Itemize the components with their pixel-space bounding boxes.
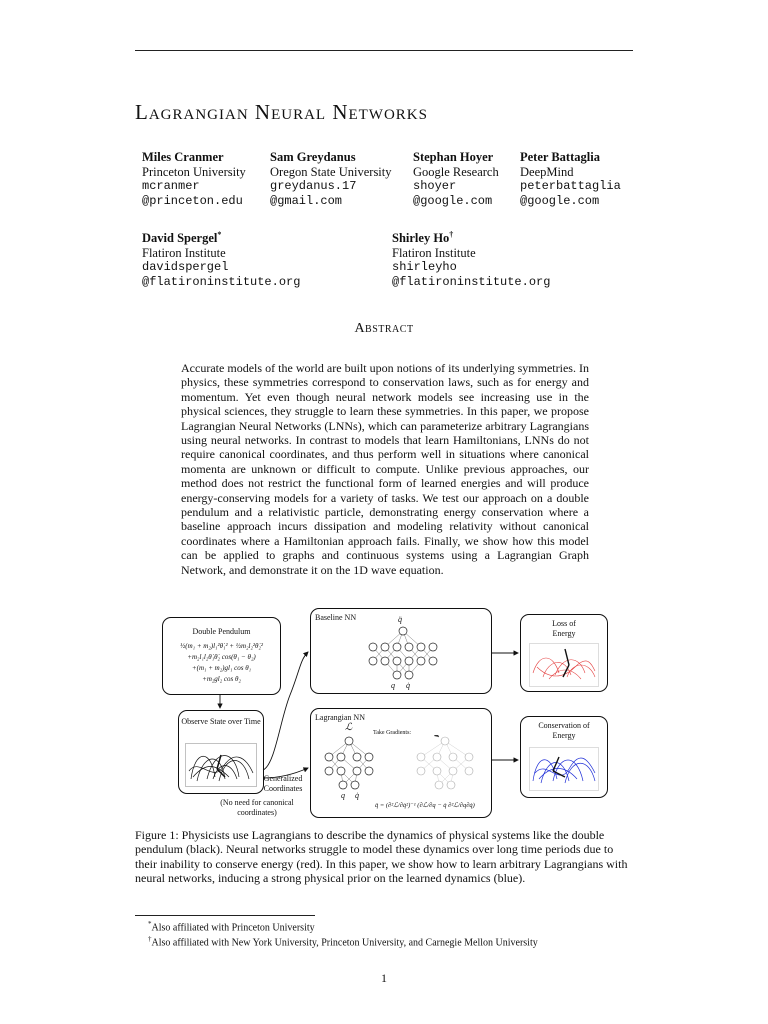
page-number: 1 bbox=[381, 971, 387, 985]
author-affiliation: Flatiron Institute bbox=[142, 245, 226, 260]
lagrangian-input-q: q bbox=[341, 791, 345, 800]
take-gradients-label: Take Gradients: bbox=[373, 730, 412, 736]
figure-caption: Figure 1: Physicists use Lagrangians to describe the dynamics of physical systems like the double pendulum (black). Neural networks struggle to model these dynamics over long time periods due to their inability to conserve energy (red). In this paper, we show how to learn arbitrary Lagrangians with neural networks, inducing a strong physical prior on the learned dynamics (blue). bbox=[135, 828, 628, 886]
author-name: Shirley Ho bbox=[392, 231, 450, 246]
lagrangian-equation-line: +(m₁ + m₂)gl₁ cos θ₁ bbox=[191, 664, 252, 672]
author-block bbox=[520, 150, 621, 208]
abstract-heading: Abstract bbox=[354, 321, 414, 336]
author-affiliation: Oregon State University bbox=[270, 164, 392, 179]
author-name: Peter Battaglia bbox=[520, 150, 600, 164]
author-email-domain[interactable]: @gmail.com bbox=[270, 193, 343, 208]
top-rule bbox=[135, 50, 633, 51]
footnote-rule bbox=[135, 915, 315, 916]
footnote-text: Also affiliated with New York University, Princeton University, and Carnegie Mellon University bbox=[151, 937, 538, 949]
author-affiliation: Google Research bbox=[413, 164, 499, 179]
author-email-domain[interactable]: @google.com bbox=[413, 193, 493, 208]
euler-lagrange-equation: q̈ = (∂²ℒ/∂q̇²)⁻¹ (∂ℒ/∂q − q̇ ∂²ℒ/∂q∂q̇) bbox=[375, 802, 475, 809]
footnote-marker: * bbox=[148, 920, 152, 928]
author-block bbox=[270, 150, 392, 208]
author-name: Sam Greydanus bbox=[270, 150, 356, 164]
author-footnote-marker: † bbox=[449, 230, 454, 239]
no-canonical-note: (No need for canonical coordinates) bbox=[220, 798, 294, 817]
footnote-marker: † bbox=[148, 935, 152, 943]
author-email-user[interactable]: mcranmer bbox=[142, 179, 200, 193]
lagrangian-equation-line: ½(m₁ + m₂)l₁²θ̇₁² + ½m₂l₂²θ̇₂² bbox=[180, 642, 263, 650]
author-email-user[interactable]: davidspergel bbox=[142, 260, 229, 275]
author-block bbox=[392, 228, 550, 289]
footnote bbox=[148, 933, 538, 949]
author-name: Miles Cranmer bbox=[142, 150, 224, 164]
lagrangian-equation-line: +m₂gl₂ cos θ₂ bbox=[202, 675, 241, 683]
author-email-user[interactable]: peterbattaglia bbox=[520, 179, 621, 193]
figure-1 bbox=[150, 600, 620, 822]
author-name: David Spergel bbox=[142, 231, 218, 246]
author-affiliation: Flatiron Institute bbox=[392, 245, 476, 260]
lagrangian-nn-label: Lagrangian NN bbox=[315, 713, 365, 722]
baseline-input-qdot: q̇ bbox=[406, 681, 410, 690]
observe-state-label: Observe State over Time bbox=[181, 717, 261, 726]
author-name: Stephan Hoyer bbox=[413, 150, 494, 164]
author-email-user[interactable]: greydanus.17 bbox=[270, 179, 357, 193]
lagrangian-equation-line: +m₂l₁l₂θ̇₁θ̇₂ cos(θ₁ − θ₂) bbox=[187, 653, 256, 661]
author-email-domain[interactable]: @google.com bbox=[520, 193, 600, 208]
lagrangian-symbol: ℒ bbox=[345, 722, 353, 733]
author-block bbox=[413, 150, 499, 208]
paper-title: Lagrangian Neural Networks bbox=[135, 100, 428, 124]
double-pendulum-label: Double Pendulum bbox=[192, 627, 251, 636]
figure-arrows bbox=[150, 600, 620, 822]
footnote-text: Also affiliated with Princeton University bbox=[151, 922, 315, 934]
baseline-input-q: q bbox=[391, 681, 395, 690]
author-email-domain[interactable]: @flatironinstitute.org bbox=[392, 274, 551, 289]
generalized-coordinates-label: Generalized Coordinates bbox=[263, 774, 303, 793]
lagrangian-input-qdot: q̇ bbox=[355, 791, 359, 800]
author-block bbox=[142, 228, 300, 289]
author-email-domain[interactable]: @flatironinstitute.org bbox=[142, 274, 301, 289]
loss-of-energy-label: Loss of Energy bbox=[552, 619, 576, 638]
author-block bbox=[142, 150, 246, 208]
conservation-of-energy-label: Conservation of Energy bbox=[538, 721, 590, 740]
author-footnote-marker: * bbox=[217, 230, 222, 239]
author-email-domain[interactable]: @princeton.edu bbox=[142, 193, 243, 208]
author-email-user[interactable]: shirleyho bbox=[392, 260, 457, 275]
baseline-nn-label: Baseline NN bbox=[315, 613, 357, 622]
footnote bbox=[148, 918, 315, 934]
author-affiliation: DeepMind bbox=[520, 164, 574, 179]
author-affiliation: Princeton University bbox=[142, 164, 246, 179]
baseline-output-qddot: q̈ bbox=[398, 615, 402, 624]
author-email-user[interactable]: shoyer bbox=[413, 179, 457, 193]
abstract-text: Accurate models of the world are built upon notions of its underlying symmetries. In physics, these symmetries correspond to conservation laws, such as for energy and momentum. Yet even though neural network models see increasing use in the physical sciences, they struggle to learn these symmetries. In this paper, we propose Lagrangian Neural Networks (LNNs), which can parameterize arbitrary Lagrangians using neural networks. In contrast to models that learn Hamiltonians, LNNs do not require canonical coordinates, and thus perform well in situations where canonical momenta are unknown or difficult to compute. Unlike previous approaches, our method does not restrict the functional form of learned energies and will produce energy-conserving models for a variety of tasks. We test our approach on a double pendulum and a relativistic particle, demonstrating energy conservation where a baseline approach incurs dissipation and modeling relativity without canonical coordinates where a Hamiltonian approach fails. Finally, we show how this model can be applied to graphs and continuous systems using a Lagrangian Graph Network, and demonstrate it on the 1D wave equation. bbox=[181, 361, 589, 577]
